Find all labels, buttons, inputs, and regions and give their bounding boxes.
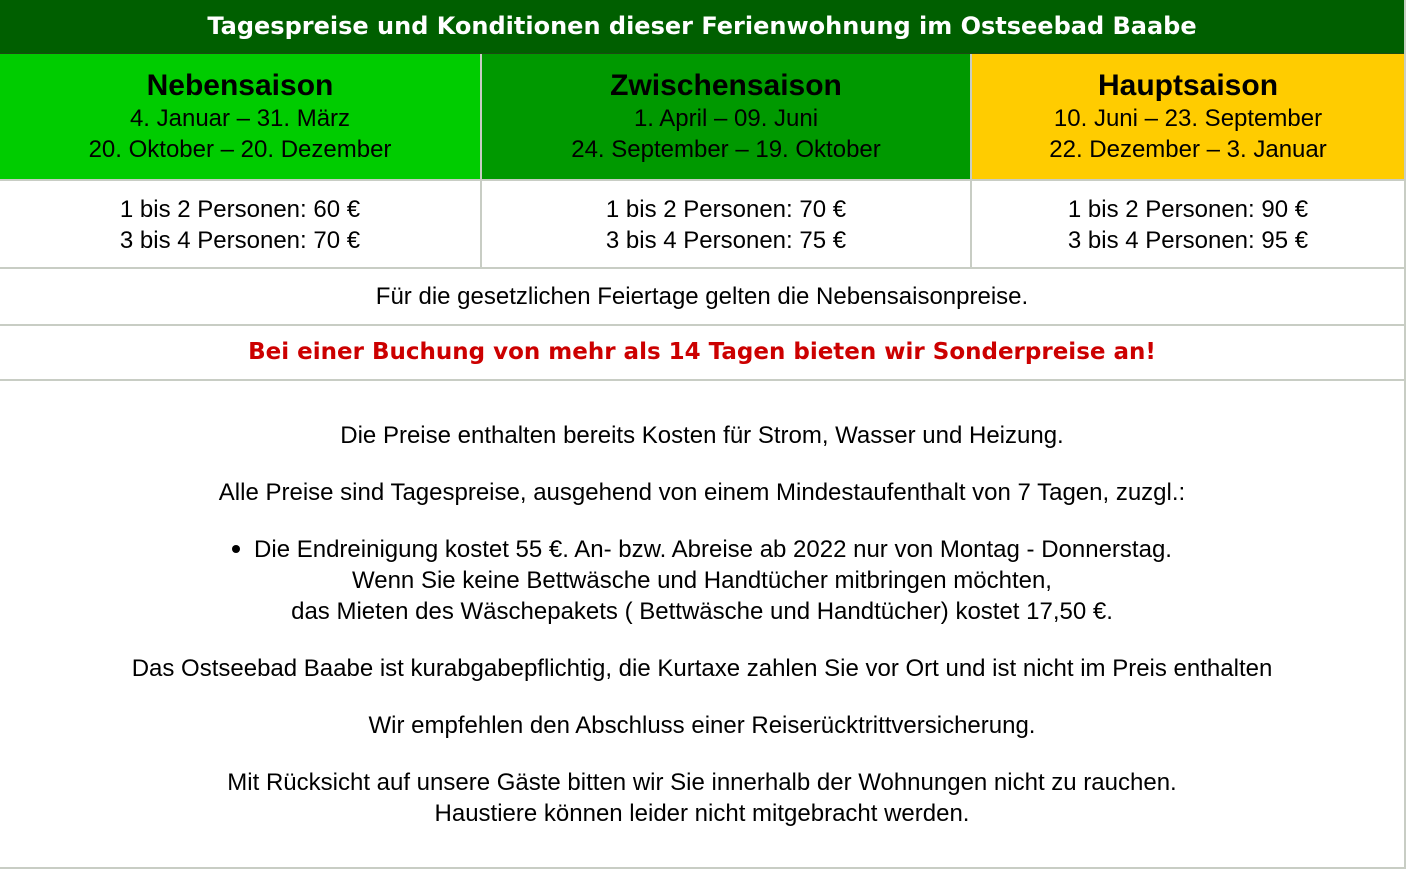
season-name: Zwischensaison xyxy=(610,69,842,102)
cleaning-text: Die Endreinigung kostet 55 €. An- bzw. Abreise ab 2022 nur von Montag - Donnerstag. xyxy=(254,536,1172,563)
holiday-note: Für die gesetzlichen Feiertage gelten die Nebensaisonpreise. xyxy=(0,269,1404,326)
season-name: Hauptsaison xyxy=(1097,69,1279,102)
daily-prices-text: Alle Preise sind Tagespreise, ausgehend von einem Mindestaufenthalt von 7 Tagen, zuzgl.: xyxy=(218,479,1186,506)
price-cell-hauptsaison xyxy=(972,181,1404,267)
cleaning-line xyxy=(0,534,1404,565)
price-row xyxy=(0,181,1404,269)
included-costs-text: Die Preise enthalten bereits Kosten für Strom, Wasser und Heizung. xyxy=(340,422,1064,449)
price-line: 1 bis 2 Personen: 60 € xyxy=(119,196,361,223)
season-date: 10. Juni – 23. September xyxy=(1053,105,1323,132)
kurtaxe-text: Das Ostseebad Baabe ist kurabgabepflichtig, die Kurtaxe zahlen Sie vor Ort und ist nicht im Preis enthalten xyxy=(131,655,1273,682)
smoking-line: Mit Rücksicht auf unsere Gäste bitten wir Sie innerhalb der Wohnungen nicht zu rauchen. xyxy=(227,769,1177,796)
cleaning-list-item xyxy=(0,534,1404,627)
smoking-text xyxy=(0,767,1404,829)
season-date: 20. Oktober – 20. Dezember xyxy=(88,136,392,163)
bullet-icon xyxy=(232,545,240,553)
season-name: Nebensaison xyxy=(146,69,334,102)
special-offer-note: Bei einer Buchung von mehr als 14 Tagen bieten wir Sonderpreise an! xyxy=(0,326,1404,381)
season-date: 1. April – 09. Juni xyxy=(633,105,819,132)
price-line: 1 bis 2 Personen: 90 € xyxy=(1067,196,1309,223)
price-line: 3 bis 4 Personen: 95 € xyxy=(1067,227,1309,254)
season-date: 22. Dezember – 3. Januar xyxy=(1049,136,1327,163)
price-line: 3 bis 4 Personen: 75 € xyxy=(605,227,847,254)
price-cell-zwischensaison xyxy=(482,181,972,267)
insurance-text: Wir empfehlen den Abschluss einer Reiserücktrittversicherung. xyxy=(368,712,1036,739)
season-nebensaison xyxy=(0,54,482,179)
season-header-row xyxy=(0,54,1404,181)
season-date: 4. Januar – 31. März xyxy=(129,105,351,132)
conditions-info xyxy=(0,420,1404,829)
season-date: 24. September – 19. Oktober xyxy=(571,136,881,163)
pets-line: Haustiere können leider nicht mitgebracht werden. xyxy=(434,800,970,827)
linen-text: Wenn Sie keine Bettwäsche und Handtücher mitbringen möchten, xyxy=(352,567,1052,594)
price-line: 3 bis 4 Personen: 70 € xyxy=(119,227,361,254)
table-title: Tagespreise und Konditionen dieser Ferienwohnung im Ostseebad Baabe xyxy=(0,0,1404,54)
season-hauptsaison xyxy=(972,54,1404,179)
price-cell-nebensaison xyxy=(0,181,482,267)
price-line: 1 bis 2 Personen: 70 € xyxy=(605,196,847,223)
linen-price-text: das Mieten des Wäschepakets ( Bettwäsche und Handtücher) kostet 17,50 €. xyxy=(291,598,1113,625)
season-zwischensaison xyxy=(482,54,972,179)
